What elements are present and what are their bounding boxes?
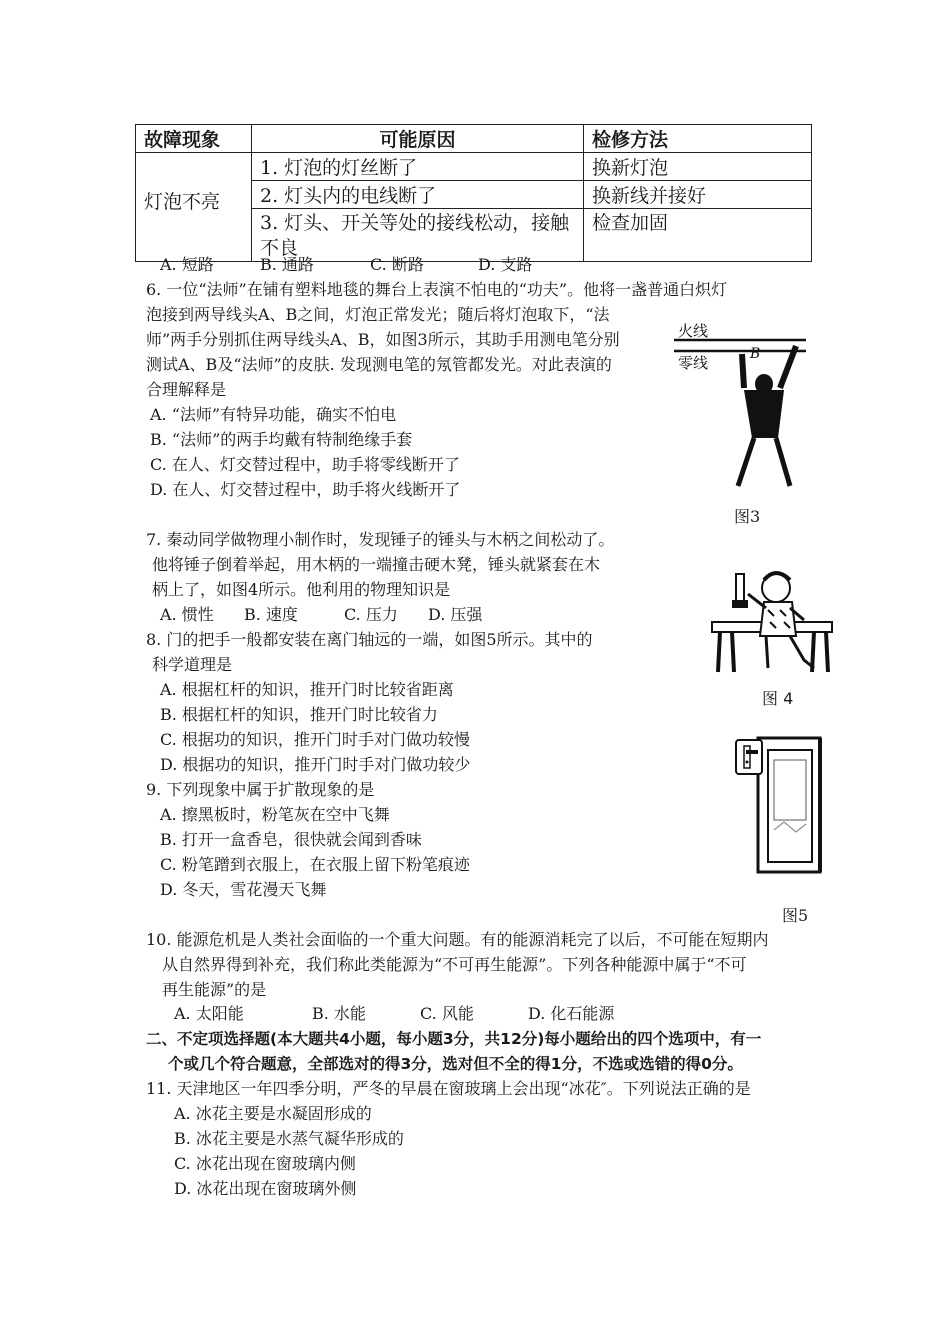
q7-stem-line: 柄上了，如图4所示。他利用的物理知识是: [152, 580, 451, 599]
fix-cell: 检查加固: [584, 209, 812, 262]
figure-5-caption: 图5: [782, 906, 809, 925]
q5-option-b: B. 通路: [260, 255, 314, 274]
q9-option-c: C. 粉笔蹭到衣服上，在衣服上留下粉笔痕迹: [160, 855, 470, 874]
q10-option-b: B. 水能: [312, 1004, 366, 1023]
fault-table: [135, 124, 812, 262]
q10-stem-line: 再生能源”的是: [162, 980, 267, 999]
q10-option-c: C. 风能: [420, 1004, 474, 1023]
header-cause: 可能原因: [252, 125, 584, 153]
q11-option-a: A. 冰花主要是水凝固形成的: [174, 1104, 372, 1123]
symptom-cell: 灯泡不亮: [136, 153, 252, 262]
q6-stem-line: 泡接到两导线头A、B之间，灯泡正常发光；随后将灯泡取下，“法: [146, 305, 610, 324]
figure-4-caption: 图 4: [762, 689, 794, 708]
q5-option-d: D. 支路: [478, 255, 533, 274]
q6-stem-line: 测试A、B及“法师”的皮肤. 发现测电笔的氖管都发光。对此表演的: [146, 355, 612, 374]
fix-cell: 换新灯泡: [584, 153, 812, 181]
cause-cell: 3. 灯头、开关等处的接线松动，接触不良: [252, 209, 584, 262]
q7-option-d: D. 压强: [428, 605, 483, 624]
q10-stem-line: 10. 能源危机是人类社会面临的一个重大问题。有的能源消耗完了以后，不可能在短期内: [146, 930, 769, 949]
label-b: B: [750, 346, 761, 362]
q7-option-a: A. 惯性: [160, 605, 214, 624]
q8-option-c: C. 根据功的知识，推开门时手对门做功较慢: [160, 730, 470, 749]
header-symptom: 故障现象: [136, 125, 252, 153]
q8-stem-line: 科学道理是: [152, 655, 233, 674]
cause-cell: 1. 灯泡的灯丝断了: [252, 153, 584, 181]
q6-stem-line: 师”两手分别抓住两导线头A、B，如图3所示，其助手用测电笔分别: [146, 330, 620, 349]
q7-stem-line: 7. 秦动同学做物理小制作时，发现锤子的锤头与木柄之间松动了。: [146, 530, 615, 549]
cause-cell: 2. 灯头内的电线断了: [252, 181, 584, 209]
q8-option-b: B. 根据杠杆的知识，推开门时比较省力: [160, 705, 438, 724]
q6-stem-line: 6. 一位“法师”在铺有塑料地毯的舞台上表演不怕电的“功夫”。他将一盏普通白炽灯: [146, 280, 728, 299]
q6-option-a: A. “法师”有特异功能，确实不怕电: [150, 405, 397, 424]
figure-3-caption: 图3: [734, 507, 761, 526]
q5-option-c: C. 断路: [370, 255, 424, 274]
q11-option-c: C. 冰花出现在窗玻璃内侧: [174, 1154, 356, 1173]
figure-5-illustration: [734, 734, 824, 874]
q9-stem-line: 9. 下列现象中属于扩散现象的是: [146, 780, 375, 799]
header-fix: 检修方法: [584, 125, 812, 153]
q8-option-a: A. 根据杠杆的知识，推开门时比较省距离: [160, 680, 454, 699]
section2-instructions: 个或几个符合题意，全部选对的得3分，选对但不全的得1分，不选或选错的得0分。: [168, 1055, 743, 1073]
fix-cell: 换新线并接好: [584, 181, 812, 209]
q8-stem-line: 8. 门的把手一般都安装在离门轴远的一端，如图5所示。其中的: [146, 630, 593, 649]
label-live-wire: 火线: [678, 322, 709, 340]
q11-stem-line: 11. 天津地区一年四季分明，严冬的早晨在窗玻璃上会出现“冰花″。下列说法正确的是: [146, 1079, 751, 1098]
q9-option-b: B. 打开一盒香皂，很快就会闻到香味: [160, 830, 422, 849]
q8-option-d: D. 根据功的知识，推开门时手对门做功较少: [160, 755, 471, 774]
q6-stem-line: 合理解释是: [146, 380, 227, 399]
q10-option-a: A. 太阳能: [174, 1004, 244, 1023]
figure-4-illustration: [710, 560, 838, 678]
q10-option-d: D. 化石能源: [528, 1004, 615, 1023]
q6-option-b: B. “法师”的两手均戴有特制绝缘手套: [150, 430, 413, 449]
q11-option-b: B. 冰花主要是水蒸气凝华形成的: [174, 1129, 404, 1148]
q5-option-a: A. 短路: [160, 255, 214, 274]
label-neutral-wire: 零线: [678, 354, 709, 372]
q9-option-a: A. 擦黑板时，粉笔灰在空中飞舞: [160, 805, 390, 824]
section2-heading: 二、不定项选择题(本大题共4小题，每小题3分，共12分)每小题给出的四个选项中，有一: [146, 1030, 762, 1048]
q6-option-c: C. 在人、灯交替过程中，助手将零线断开了: [150, 455, 460, 474]
q7-option-b: B. 速度: [244, 605, 298, 624]
figure-3-illustration: [672, 318, 812, 490]
q7-stem-line: 他将锤子倒着举起，用木柄的一端撞击硬木凳，锤头就紧套在木: [152, 555, 601, 574]
table-row: [136, 153, 812, 181]
q11-option-d: D. 冰花出现在窗玻璃外侧: [174, 1179, 357, 1198]
q10-stem-line: 从自然界得到补充，我们称此类能源为“不可再生能源”。下列各种能源中属于“不可: [162, 955, 747, 974]
q9-option-d: D. 冬天，雪花漫天飞舞: [160, 880, 327, 899]
q7-option-c: C. 压力: [344, 605, 398, 624]
table-header-row: [136, 125, 812, 153]
q6-option-d: D. 在人、灯交替过程中，助手将火线断开了: [150, 480, 461, 499]
